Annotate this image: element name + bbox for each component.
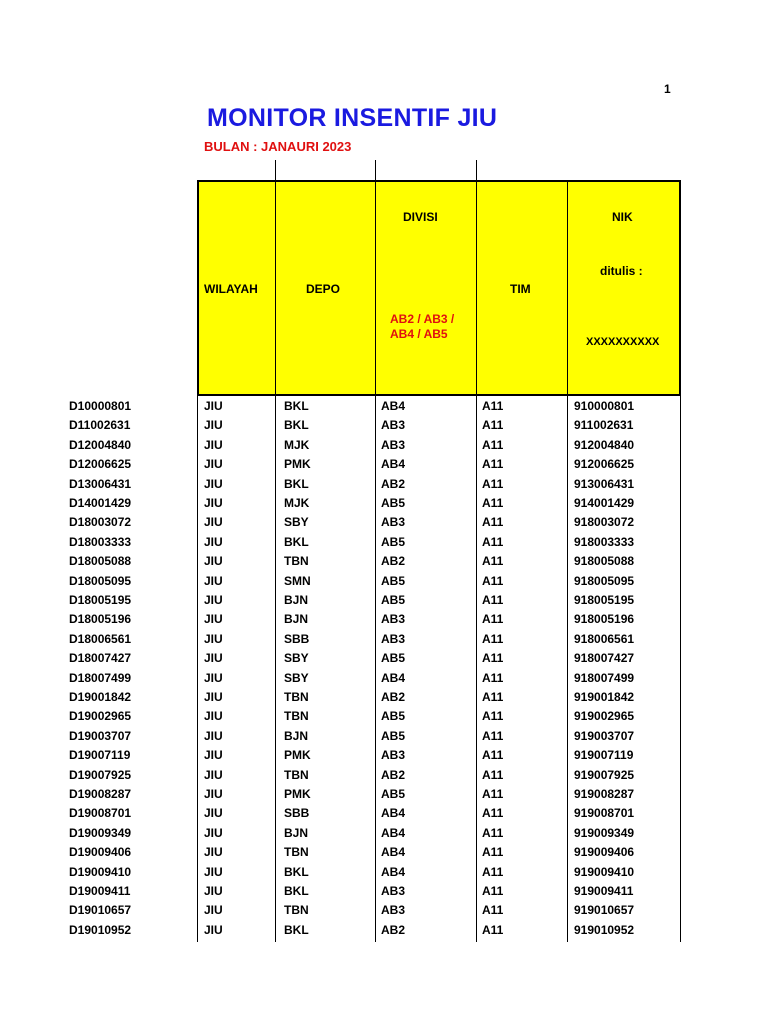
cell-id: D19009406	[69, 845, 132, 860]
cell-wilayah: JIU	[204, 864, 223, 879]
cell-wilayah: JIU	[204, 845, 223, 860]
cell-nik: 919003707	[574, 728, 635, 743]
cell-nik: 918007427	[574, 651, 635, 666]
cell-divisi: AB3	[381, 631, 406, 646]
cell-wilayah: JIU	[204, 418, 223, 433]
cell-divisi: AB5	[381, 534, 406, 549]
cell-nik: 918003072	[574, 515, 635, 530]
cell-tim: A11	[482, 864, 504, 879]
cell-id: D12004840	[69, 437, 132, 452]
cell-wilayah: JIU	[204, 922, 223, 937]
cell-wilayah: JIU	[204, 806, 223, 821]
cell-divisi: AB4	[381, 825, 406, 840]
cell-id: D19008701	[69, 806, 132, 821]
cell-id: D18005088	[69, 554, 132, 569]
cell-wilayah: JIU	[204, 709, 223, 724]
cell-id: D19010952	[69, 922, 132, 937]
cell-tim: A11	[482, 418, 504, 433]
cell-wilayah: JIU	[204, 787, 223, 801]
column-divider	[476, 180, 477, 942]
cell-nik: 913006431	[574, 476, 635, 491]
cell-depo: SBB	[284, 806, 310, 821]
cell-divisi: AB4	[381, 399, 406, 413]
cell-nik: 918005195	[574, 593, 635, 607]
cell-tim: A11	[482, 534, 504, 549]
column-divider	[275, 180, 276, 942]
cell-divisi: AB3	[381, 418, 406, 433]
cell-nik: 919008287	[574, 787, 635, 801]
cell-depo: TBN	[284, 709, 309, 724]
cell-divisi: AB4	[381, 806, 406, 821]
cell-tim: A11	[482, 437, 504, 452]
cell-tim: A11	[482, 767, 504, 782]
cell-id: D18006561	[69, 631, 132, 646]
table-header	[197, 180, 681, 396]
header-nik-note: ditulis :	[600, 264, 643, 278]
cell-divisi: AB5	[381, 787, 406, 801]
cell-nik: 912006625	[574, 457, 635, 472]
header-nik: NIK	[612, 210, 633, 224]
cell-nik: 919007119	[574, 748, 634, 763]
cell-nik: 918007499	[574, 670, 635, 685]
cell-id: D19001842	[69, 690, 132, 704]
cell-id: D18007499	[69, 670, 132, 685]
header-depo: DEPO	[306, 282, 341, 296]
cell-divisi: AB3	[381, 437, 406, 452]
cell-tim: A11	[482, 554, 504, 569]
cell-id: D18005095	[69, 573, 132, 588]
cell-id: D19009349	[69, 825, 132, 840]
cell-depo: BKL	[284, 418, 309, 433]
cell-wilayah: JIU	[204, 573, 223, 588]
header-nik-format: XXXXXXXXXX	[586, 336, 660, 348]
cell-depo: SBY	[284, 515, 309, 530]
cell-depo: SBY	[284, 651, 309, 666]
cell-id: D19010657	[69, 903, 132, 918]
cell-id: D19007119	[69, 748, 131, 763]
column-divider	[375, 180, 376, 942]
cell-tim: A11	[482, 806, 504, 821]
cell-tim: A11	[482, 631, 504, 646]
cell-wilayah: JIU	[204, 728, 223, 743]
cell-depo: BKL	[284, 476, 309, 491]
cell-divisi: AB3	[381, 748, 406, 763]
cell-id: D18005195	[69, 593, 132, 607]
header-wilayah: WILAYAH	[204, 282, 258, 296]
cell-tim: A11	[482, 515, 504, 530]
page-title: MONITOR INSENTIF JIU	[207, 104, 498, 132]
cell-depo: BKL	[284, 864, 309, 879]
cell-tim: A11	[482, 593, 504, 607]
header-tim: TIM	[510, 282, 531, 296]
cell-wilayah: JIU	[204, 748, 223, 763]
cell-divisi: AB4	[381, 457, 406, 472]
cell-nik: 919009410	[574, 864, 635, 879]
cell-nik: 918003333	[574, 534, 635, 549]
cell-depo: TBN	[284, 767, 309, 782]
cell-tim: A11	[482, 748, 504, 763]
cell-tim: A11	[482, 787, 504, 801]
cell-wilayah: JIU	[204, 670, 223, 685]
cell-wilayah: JIU	[204, 457, 223, 472]
cell-tim: A11	[482, 690, 504, 704]
cell-divisi: AB3	[381, 884, 406, 898]
cell-divisi: AB5	[381, 593, 406, 607]
cell-nik: 919007925	[574, 767, 635, 782]
cell-wilayah: JIU	[204, 767, 223, 782]
cell-id: D19007925	[69, 767, 132, 782]
cell-wilayah: JIU	[204, 399, 223, 413]
cell-nik: 918006561	[574, 631, 635, 646]
cell-tim: A11	[482, 884, 504, 898]
cell-nik: 918005095	[574, 573, 635, 588]
cell-wilayah: JIU	[204, 496, 223, 510]
cell-nik: 919009411	[574, 884, 634, 898]
cell-depo: TBN	[284, 903, 309, 918]
cell-tim: A11	[482, 476, 504, 491]
cell-depo: BKL	[284, 884, 309, 898]
cell-nik: 918005196	[574, 612, 635, 627]
cell-depo: PMK	[284, 457, 311, 472]
cell-id: D18003333	[69, 534, 132, 549]
cell-id: D19009410	[69, 864, 132, 879]
cell-depo: BKL	[284, 922, 309, 937]
cell-wilayah: JIU	[204, 651, 223, 666]
cell-depo: BKL	[284, 534, 309, 549]
cell-depo: BJN	[284, 728, 309, 743]
cell-tim: A11	[482, 399, 504, 413]
header-divisi-note: AB2 / AB3 /	[390, 312, 455, 326]
cell-nik: 919009406	[574, 845, 635, 860]
cell-wilayah: JIU	[204, 903, 223, 918]
cell-depo: PMK	[284, 748, 311, 763]
cell-depo: SMN	[284, 573, 311, 588]
cell-id: D19009411	[69, 884, 131, 898]
cell-nik: 914001429	[574, 496, 635, 510]
cell-divisi: AB5	[381, 651, 406, 666]
cell-wilayah: JIU	[204, 612, 223, 627]
column-divider	[567, 180, 568, 942]
cell-depo: PMK	[284, 787, 311, 801]
cell-divisi: AB4	[381, 864, 406, 879]
cell-id: D10000801	[69, 399, 132, 413]
column-line	[275, 160, 276, 180]
cell-depo: BKL	[284, 399, 309, 413]
cell-nik: 919001842	[574, 690, 635, 704]
page-number: 1	[664, 82, 671, 96]
column-line	[476, 160, 477, 180]
cell-tim: A11	[482, 612, 504, 627]
cell-divisi: AB2	[381, 922, 406, 937]
cell-depo: MJK	[284, 496, 310, 510]
cell-divisi: AB2	[381, 690, 406, 704]
cell-divisi: AB2	[381, 767, 406, 782]
cell-tim: A11	[482, 728, 504, 743]
cell-wilayah: JIU	[204, 554, 223, 569]
cell-id: D19002965	[69, 709, 132, 724]
cell-id: D11002631	[69, 418, 131, 433]
cell-id: D14001429	[69, 496, 132, 510]
cell-depo: BJN	[284, 593, 309, 607]
cell-divisi: AB2	[381, 476, 406, 491]
header-divisi: DIVISI	[403, 210, 438, 224]
header-divisi-note: AB4 / AB5	[390, 327, 448, 341]
cell-id: D18007427	[69, 651, 132, 666]
cell-tim: A11	[482, 709, 504, 724]
cell-wilayah: JIU	[204, 476, 223, 491]
cell-id: D19003707	[69, 728, 132, 743]
cell-divisi: AB2	[381, 554, 406, 569]
column-divider	[680, 394, 681, 942]
cell-tim: A11	[482, 651, 504, 666]
cell-wilayah: JIU	[204, 690, 223, 704]
cell-divisi: AB3	[381, 612, 406, 627]
cell-depo: BJN	[284, 612, 309, 627]
cell-nik: 919008701	[574, 806, 635, 821]
cell-id: D12006625	[69, 457, 132, 472]
cell-nik: 919009349	[574, 825, 635, 840]
cell-id: D18003072	[69, 515, 132, 530]
cell-tim: A11	[482, 457, 504, 472]
cell-divisi: AB4	[381, 845, 406, 860]
cell-depo: BJN	[284, 825, 309, 840]
cell-wilayah: JIU	[204, 593, 223, 607]
cell-divisi: AB3	[381, 515, 406, 530]
column-line	[375, 160, 376, 180]
cell-id: D13006431	[69, 476, 132, 491]
cell-divisi: AB5	[381, 573, 406, 588]
cell-depo: MJK	[284, 437, 310, 452]
cell-divisi: AB5	[381, 728, 406, 743]
cell-depo: TBN	[284, 845, 309, 860]
cell-wilayah: JIU	[204, 437, 223, 452]
cell-divisi: AB4	[381, 670, 406, 685]
cell-nik: 919002965	[574, 709, 635, 724]
cell-tim: A11	[482, 496, 504, 510]
cell-nik: 918005088	[574, 554, 635, 569]
cell-wilayah: JIU	[204, 631, 223, 646]
cell-tim: A11	[482, 903, 504, 918]
cell-wilayah: JIU	[204, 515, 223, 530]
cell-nik: 910000801	[574, 399, 635, 413]
cell-tim: A11	[482, 670, 504, 685]
cell-divisi: AB5	[381, 709, 406, 724]
cell-id: D19008287	[69, 787, 132, 801]
cell-id: D18005196	[69, 612, 132, 627]
cell-tim: A11	[482, 573, 504, 588]
cell-nik: 919010657	[574, 903, 635, 918]
cell-divisi: AB5	[381, 496, 406, 510]
cell-nik: 912004840	[574, 437, 635, 452]
cell-depo: SBB	[284, 631, 310, 646]
cell-divisi: AB3	[381, 903, 406, 918]
cell-tim: A11	[482, 922, 504, 937]
cell-tim: A11	[482, 825, 504, 840]
cell-depo: TBN	[284, 690, 309, 704]
cell-depo: TBN	[284, 554, 309, 569]
cell-nik: 919010952	[574, 922, 635, 937]
cell-depo: SBY	[284, 670, 309, 685]
cell-nik: 911002631	[574, 418, 634, 433]
column-divider	[197, 394, 198, 942]
cell-wilayah: JIU	[204, 884, 223, 898]
cell-wilayah: JIU	[204, 534, 223, 549]
cell-tim: A11	[482, 845, 504, 860]
cell-wilayah: JIU	[204, 825, 223, 840]
page-subtitle: BULAN : JANAURI 2023	[204, 139, 352, 154]
